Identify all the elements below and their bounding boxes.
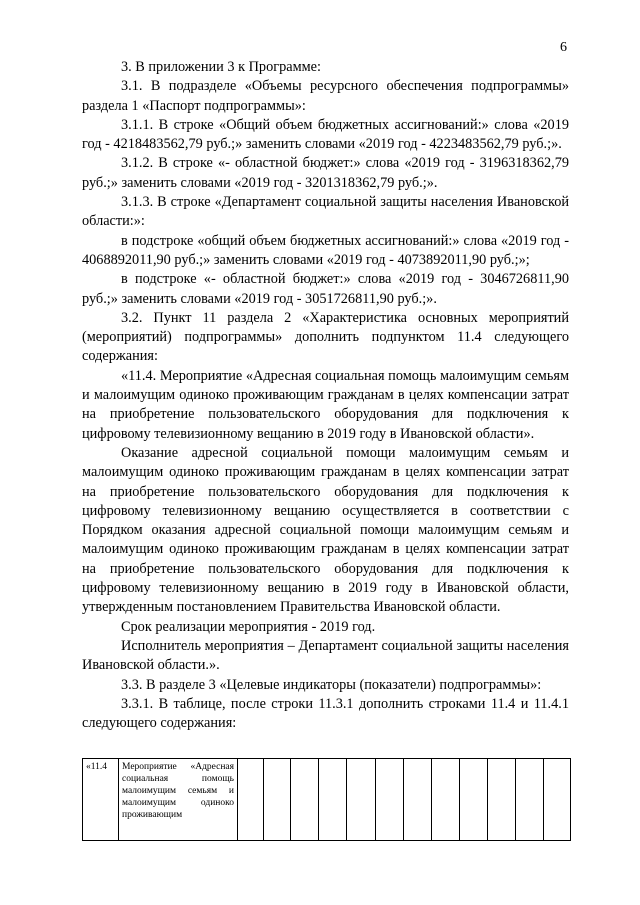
empty-cell	[264, 759, 291, 841]
row-name-cell: Мероприятие «Адресная социальная помощь малоимущим семьям и малоимущим одиноко проживающим	[119, 759, 238, 841]
paragraph: 3.1.2. В строке «- областной бюджет:» слова «2019 год - 3196318362,79 руб.;» заменить словами «2019 год - 3201318362,79 руб.;».	[82, 155, 569, 191]
empty-cell	[347, 759, 376, 841]
indicators-table	[82, 758, 571, 841]
empty-cell	[432, 759, 460, 841]
empty-cell	[460, 759, 488, 841]
paragraph: 3.1.1. В строке «Общий объем бюджетных ассигнований:» слова «2019 год - 4218483562,79 руб.;» заменить словами «2019 год - 4223483562,79 руб.;».	[82, 116, 569, 153]
empty-cell	[516, 759, 544, 841]
empty-cell	[291, 759, 319, 841]
paragraph: 3.1.3. В строке «Департамент социальной защиты населения Ивановской области:»:	[82, 194, 569, 230]
paragraph: «11.4. Мероприятие «Адресная социальная помощь малоимущим семьям и малоимущим одиноко проживающим гражданам в целях компенсации затрат на приобретение пользовательского оборудования для подключения к цифровому телевизионному вещанию в 2019 году в Ивановской области».	[82, 367, 569, 442]
row-number-cell: «11.4	[83, 759, 119, 841]
paragraph: 3.2. Пункт 11 раздела 2 «Характеристика основных мероприятий (мероприятий) подпрограммы» дополнить подпунктом 11.4 следующего содержания:	[82, 309, 569, 365]
paragraph: 3.1. В подразделе «Объемы ресурсного обеспечения подпрограммы» раздела 1 «Паспорт подпрограммы»:	[82, 78, 569, 114]
empty-cell	[404, 759, 432, 841]
paragraph: 3. В приложении 3 к Программе:	[121, 59, 321, 75]
paragraph: в подстроке «общий объем бюджетных ассигнований:» слова «2019 год - 4068892011,90 руб.;» заменить словами «2019 год - 4073892011,90 руб.;»;	[82, 232, 569, 268]
empty-cell	[544, 759, 571, 841]
paragraph: 3.3. В разделе 3 «Целевые индикаторы (показатели) подпрограммы»:	[121, 676, 542, 693]
empty-cell	[376, 759, 404, 841]
paragraph: в подстроке «- областной бюджет:» слова «2019 год - 3046726811,90 руб.;» заменить словами «2019 год - 3051726811,90 руб.;».	[82, 271, 569, 307]
page-number: 6	[560, 40, 567, 55]
empty-cell	[238, 759, 264, 841]
paragraph: Оказание адресной социальной помощи малоимущим семьям и малоимущим одиноко проживающим гражданам в целях компенсации затрат на приобретение пользовательского оборудования для подключения к цифровому телевизионному вещанию осуществляется в соответствии с Порядком оказания адресной социальной помощи малоимущим семьям и малоимущим одиноко проживающим гражданам в целях компенсации затрат на приобретение пользовательского оборудования для подключения к цифровому телевизионному вещанию в 2019 году в Ивановской области, утвержденным постановлением Правительства Ивановской области.	[82, 444, 569, 616]
paragraph: Срок реализации мероприятия - 2019 год.	[121, 618, 376, 635]
paragraph: Исполнитель мероприятия – Департамент социальной защиты населения Ивановской области.».	[82, 637, 569, 674]
document-body	[82, 58, 569, 733]
paragraph: 3.3.1. В таблице, после строки 11.3.1 дополнить строками 11.4 и 11.4.1 следующего содержания:	[82, 695, 569, 732]
empty-cell	[319, 759, 347, 841]
table-row	[83, 759, 571, 841]
empty-cell	[488, 759, 516, 841]
